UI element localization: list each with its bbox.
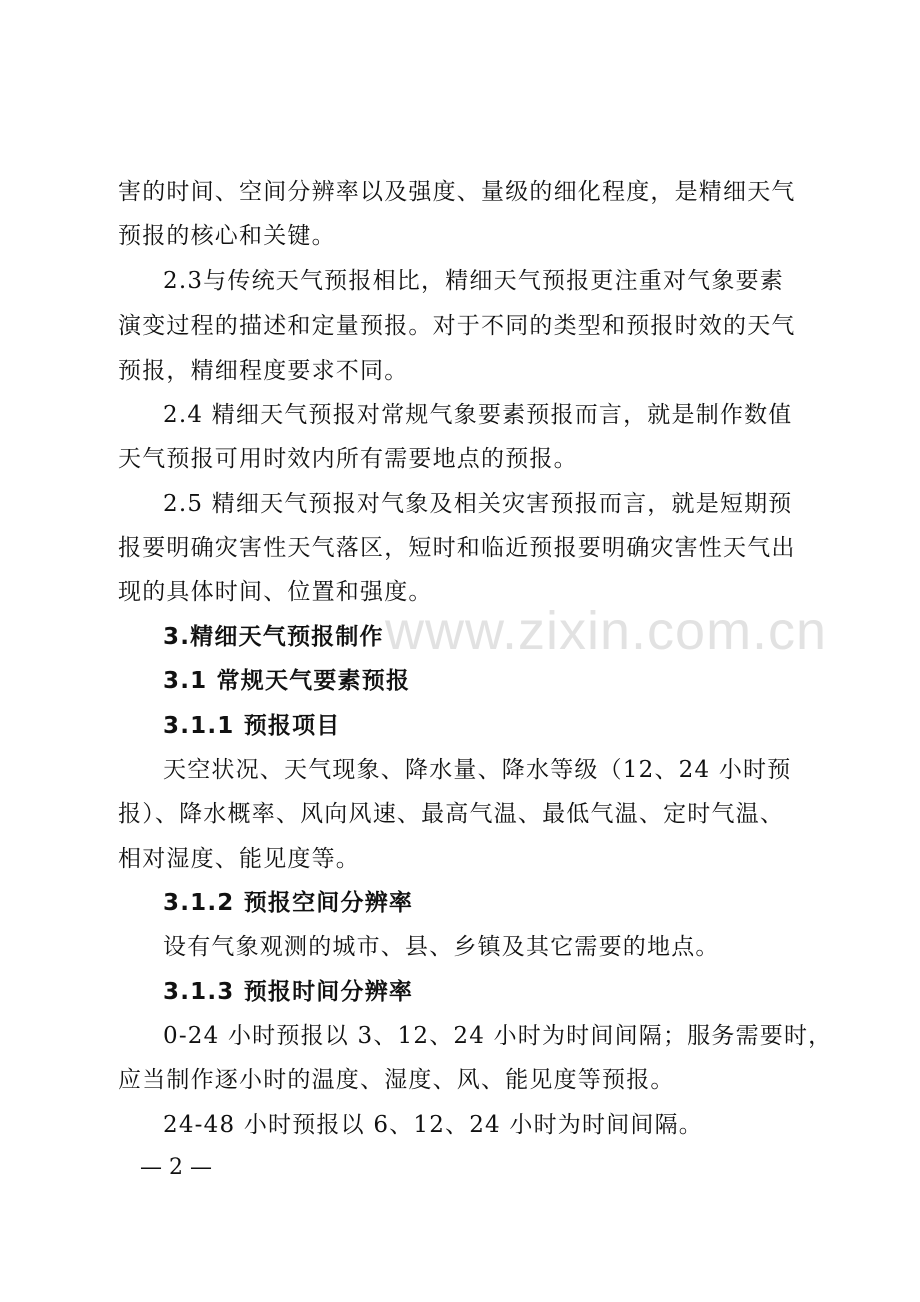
paragraph-line: 2.5 精细天气预报对气象及相关灾害预报而言，就是短期预 [163, 491, 793, 517]
paragraph-line: 报要明确灾害性天气落区，短时和临近预报要明确灾害性天气出 [118, 535, 796, 561]
paragraph-line: 预报的核心和关键。 [118, 223, 336, 249]
paragraph-line: 0-24 小时预报以 3、12、24 小时为时间间隔；服务需要时， [163, 1023, 833, 1049]
paragraph-line: 报）、降水概率、风向风速、最高气温、最低气温、定时气温、 [118, 801, 785, 827]
paragraph-line: 24-48 小时预报以 6、12、24 小时为时间间隔。 [163, 1112, 704, 1138]
paragraph-line: 天空状况、天气现象、降水量、降水等级（12、24 小时预 [163, 757, 792, 783]
page-number: — 2 — [140, 1155, 212, 1180]
paragraph-line: 2.3与传统天气预报相比，精细天气预报更注重对气象要素 [163, 268, 784, 294]
paragraph-line: 应当制作逐小时的温度、湿度、风、能见度等预报。 [118, 1067, 675, 1093]
paragraph-line: 预报，精细程度要求不同。 [118, 358, 409, 384]
paragraph-line: 天气预报可用时效内所有需要地点的预报。 [118, 446, 578, 472]
paragraph-line: 现的具体时间、位置和强度。 [118, 579, 433, 605]
paragraph-line: 2.4 精细天气预报对常规气象要素预报而言，就是制作数值 [163, 402, 793, 428]
section-heading: 3.1.1 预报项目 [163, 713, 341, 739]
watermark: www.zixin.com.cn [385, 601, 828, 661]
paragraph-line: 演变过程的描述和定量预报。对于不同的类型和预报时效的天气 [118, 313, 796, 339]
paragraph-line: 设有气象观测的城市、县、乡镇及其它需要的地点。 [163, 934, 720, 960]
paragraph-line: 相对湿度、能见度等。 [118, 846, 360, 872]
section-heading: 3.精细天气预报制作 [163, 624, 384, 650]
section-heading: 3.1.2 预报空间分辨率 [163, 890, 414, 916]
section-heading: 3.1 常规天气要素预报 [163, 668, 411, 694]
paragraph-line: 害的时间、空间分辨率以及强度、量级的细化程度，是精细天气 [118, 179, 796, 205]
section-heading: 3.1.3 预报时间分辨率 [163, 979, 414, 1005]
